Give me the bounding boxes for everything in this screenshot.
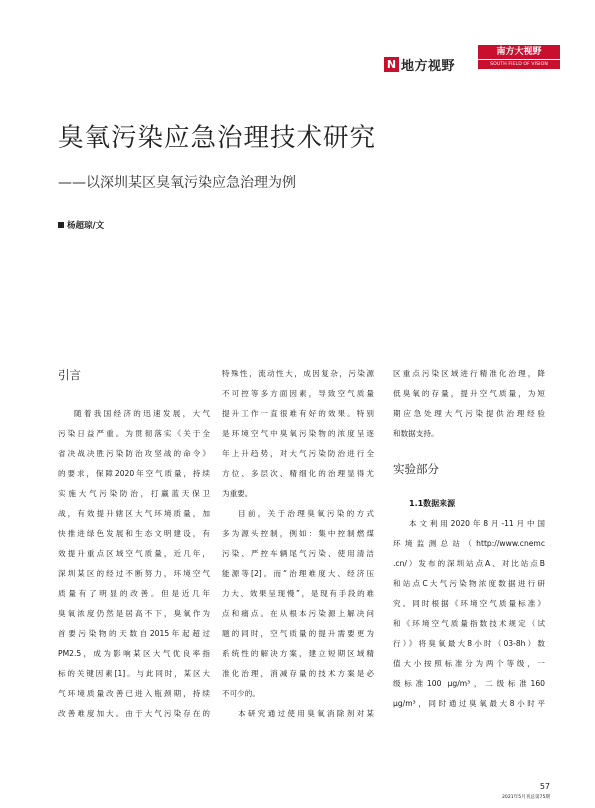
- logo-mark: N: [384, 57, 399, 72]
- text-line: 级标准100 μg/m³，二级标准160: [393, 679, 545, 688]
- column-2-para-3: [222, 704, 374, 724]
- column-title: 地方视野: [401, 59, 456, 74]
- text-column-2: [222, 364, 374, 724]
- text-line: .cn/）发布的深圳站点A、对比站点B: [393, 559, 545, 568]
- text-line: 战，有效提升辖区大气环境质量，加: [58, 509, 210, 518]
- text-line: 本文利用2020年8月-11月中国: [409, 519, 545, 528]
- text-line: 效提升重点区域空气质量，近几年，: [58, 549, 210, 558]
- text-line: 环境监测总站（http://www.cnemc: [393, 539, 545, 548]
- text-line: 实施大气污染防治，打赢蓝天保卫: [58, 489, 210, 498]
- text-line: 值大小按照标准分为两个等级，一: [393, 659, 545, 668]
- text-line: 区重点污染区域进行精准化治理，降: [393, 369, 545, 378]
- text-line: 标的关键因素[1]。与此同时，某区大: [58, 669, 210, 678]
- text-line: 为重要。: [222, 489, 253, 498]
- section-heading-experiment: 实验部分: [393, 462, 439, 476]
- text-line: μg/m³，同时通过臭氧最大8小时平: [393, 699, 545, 708]
- text-line: 题的同时，空气质量的提升需要更为: [222, 629, 374, 638]
- column-2-para-2: [222, 504, 374, 704]
- text-line: 期应急处理大气污染提供治理经验: [393, 409, 545, 418]
- article-subtitle: ——以深圳某区臭氧污染应急治理为例: [58, 175, 296, 191]
- text-line: 究。同时根据《环境空气质量标准》: [393, 599, 545, 608]
- subsection-heading-data-source: 1.1数据来源: [409, 499, 456, 508]
- text-line: 质量有了明显的改善。但是近几年: [58, 589, 210, 598]
- section-tag-en: SOUTH FIELD OF VISION: [478, 60, 560, 69]
- text-line: 多为源头控制，例如：集中控制燃煤: [222, 529, 374, 538]
- text-line: 和数据支持。: [393, 429, 439, 438]
- article-title: 臭氧污染应急治理技术研究: [58, 123, 377, 153]
- text-line: 是环境空气中臭氧污染物的浓度呈逐: [222, 429, 374, 438]
- text-line: 改善难度加大。由于大气污染存在的: [58, 709, 210, 718]
- text-line: 臭氧浓度仍然是居高不下，臭氧作为: [58, 609, 210, 618]
- text-line: 本研究通过使用臭氧消除剂对某: [238, 709, 374, 718]
- section-tag: [478, 45, 560, 69]
- section-heading-intro: 引言: [58, 368, 81, 382]
- text-line: 气环境质量改善已进入瓶颈期，持续: [58, 689, 210, 698]
- text-line: 和《环境空气质量指数技术规定（试: [393, 619, 545, 628]
- text-line: 不可控等多方面因素，导致空气质量: [222, 389, 374, 398]
- issue-info: 2021年5月刊总第75期: [501, 795, 550, 800]
- text-column-3: [393, 364, 545, 714]
- text-line: 系统性的解决方案，建立短期区域精: [222, 649, 374, 658]
- column-2-para-1: [222, 364, 374, 504]
- text-line: 随着我国经济的迅速发展，大气: [74, 409, 210, 418]
- text-line: 污染日益严重。为贯彻落实《关于全: [58, 429, 210, 438]
- text-line: 年上升趋势，对大气污染防治进行全: [222, 449, 374, 458]
- text-line: 低臭氧的存量，提升空气质量，为短: [393, 389, 545, 398]
- text-line: 快推进绿色发展和生态文明建设，有: [58, 529, 210, 538]
- text-line: 污染、严控车辆尾气污染、使用清洁: [222, 549, 374, 558]
- text-line: PM2.5，成为影响某区大气优良率指: [58, 649, 210, 658]
- text-line: 力大、效果呈现慢”，是现有手段的难: [222, 589, 374, 598]
- text-line: 特殊性，流动性大，成因复杂，污染源: [222, 369, 374, 378]
- text-line: 能源等[2]。而“治理难度大、经济压: [222, 569, 374, 578]
- text-line: 目前，关于治理臭氧污染的方式: [238, 509, 374, 518]
- text-line: 省决战决胜污染防治攻坚战的命令》: [58, 449, 210, 458]
- text-line: 和站点C大气污染物浓度数据进行研: [393, 579, 545, 588]
- column-3-para-1: [393, 364, 545, 444]
- text-line: 行）》将臭氧最大8小时（03-8h）数: [393, 639, 545, 648]
- column-3-para-2: [393, 514, 545, 714]
- magazine-logo: [384, 55, 455, 74]
- text-line: 点和痛点。在从根本污染源上解决问: [222, 609, 374, 618]
- section-tag-cn: 南方大视野: [478, 45, 560, 59]
- text-column-1: [58, 364, 210, 724]
- text-line: 首要污染物的天数自2015年起超过: [58, 629, 210, 638]
- text-line: 提升工作一直很难有好的效果。特别: [222, 409, 374, 418]
- text-line: 深圳某区的经过不断努力，环境空气: [58, 569, 210, 578]
- text-line: 的要求，保障2020年空气质量，持续: [58, 469, 210, 478]
- text-line: 方位、多层次、精细化的治理显得尤: [222, 469, 374, 478]
- page-number: 57: [539, 782, 550, 791]
- text-line: 不可少的。: [222, 689, 260, 698]
- column-1-body: [58, 404, 210, 724]
- author-byline: 杨超琼/文: [58, 219, 104, 231]
- text-line: 准化治理，消减存量的技术方案是必: [222, 669, 374, 678]
